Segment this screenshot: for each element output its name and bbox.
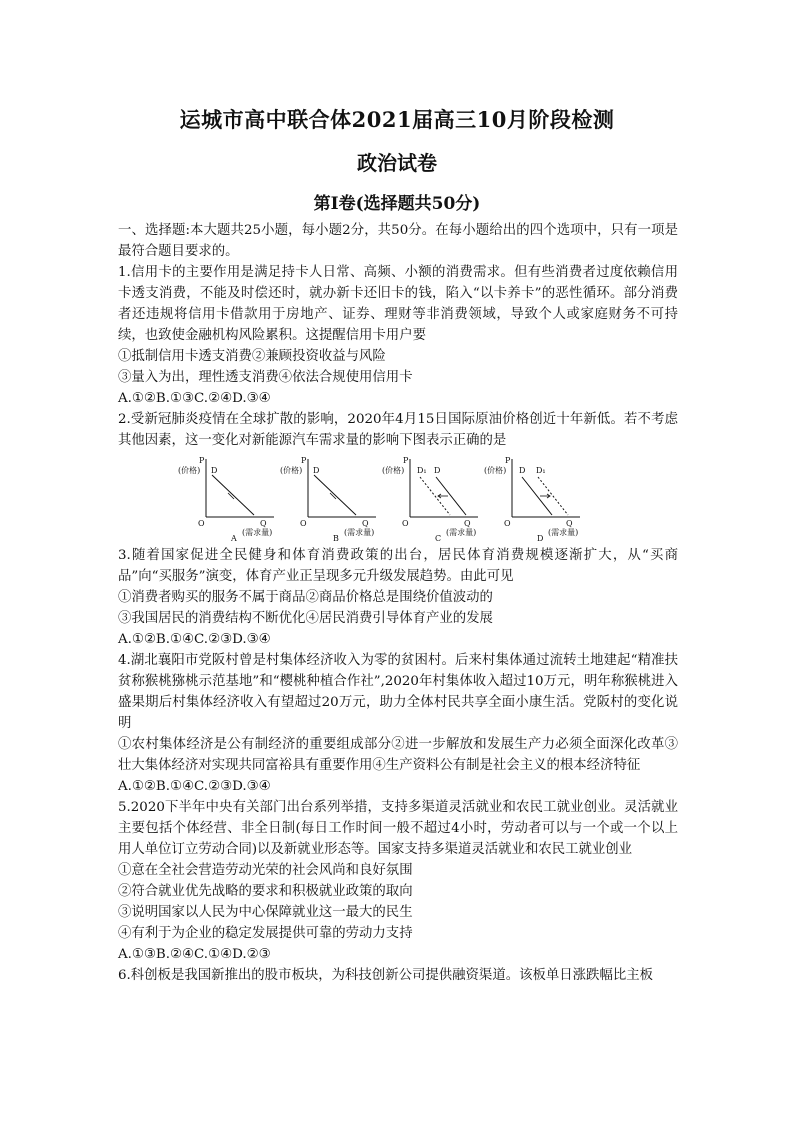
q5-option-line: ①意在全社会营造劳动光荣的社会风尚和良好氛围 — [118, 863, 413, 878]
graph-a-q: Q — [260, 519, 267, 528]
q5-option-line: ②符合就业优先战略的要求和积极就业政策的取向 — [118, 884, 413, 899]
graph-d-plabel: (价格) — [484, 466, 507, 475]
demand-curve — [314, 475, 356, 515]
question-body — [118, 220, 678, 986]
demand-curve — [212, 475, 254, 515]
graph-a-qlabel: (需求量) — [242, 528, 273, 537]
graph-c-d: D — [434, 466, 441, 475]
q4-answers: A.①②B.①④C.②③D.③④ — [118, 779, 271, 794]
graph-c-letter: C — [435, 534, 442, 541]
graph-a-d: D — [211, 466, 218, 475]
q3-option-line: ③我国居民的消费结构不断优化④居民消费引导体育产业的发展 — [118, 611, 493, 626]
graph-a-o: O — [198, 519, 205, 528]
graph-d-letter: D — [537, 534, 544, 541]
graph-d-p: P — [505, 456, 511, 465]
graph-b-q: Q — [362, 519, 369, 528]
q2-stem: 2.受新冠肺炎疫情在全球扩散的影响，2020年4月15日国际原油价格创近十年新低。若不考虑其他因素，这一变化对新能源汽车需求量的影响下图表示正确的是 — [118, 412, 678, 448]
q5-answers: A.①③B.②④C.①④D.②③ — [118, 947, 271, 962]
graph-c-p: P — [403, 456, 409, 465]
graph-b-o: O — [300, 519, 307, 528]
graph-d-o: O — [504, 519, 511, 528]
q1-stem: 1.信用卡的主要作用是满足持卡人日常、高频、小额的消费需求。但有些消费者过度依赖信用卡透支消费，不能及时偿还时，就办新卡还旧卡的钱，陷入“以卡养卡”的恶性循环。部分消费者还违规将信用卡借款用于房地产、证券、理财等非消费领域，导致个人或家庭财务不可持续，也致使金融机构风险累积。这提醒信用卡用户要 — [118, 265, 678, 343]
graph-b-d: D — [313, 466, 320, 475]
q5-stem: 5.2020下半年中央有关部门出台系列举措，支持多渠道灵活就业和农民工就业创业。灵活就业主要包括个体经营、非全日制(每日工作时间一般不超过4小时，劳动者可以与一个或一个以上用人单位订立劳动合同)以及新就业形态等。国家支持多渠道灵活就业和农民工就业创业 — [118, 800, 678, 857]
q5-option-line: ④有利于为企业的稳定发展提供可靠的劳动力支持 — [118, 926, 413, 941]
q4-stem: 4.湖北襄阳市党阪村曾是村集体经济收入为零的贫困村。后来村集体通过流转土地建起“精准扶贫称猴桃猕桃示范基地”和“樱桃种植合作社”,2020年村集体收入超过10万元，明年称猴桃进入盛果期后村集体经济收入有望超过20万元，助力全体村民共享全面小康生活。党阪村的变化说明 — [118, 653, 678, 731]
q6-stem: 6.科创板是我国新推出的股市板块，为科技创新公司提供融资渠道。该板单日涨跌幅比主板 — [118, 968, 654, 983]
graph-d-d1: D₁ — [536, 466, 546, 475]
graph-b — [278, 453, 378, 541]
q1-option-line: ①抵制信用卡透支消费②兼顾投资收益与风险 — [118, 349, 386, 364]
graph-a — [176, 453, 276, 541]
graph-c-d1: D₁ — [417, 466, 427, 475]
graph-b-letter: B — [333, 534, 339, 541]
q4-option-line: ①农村集体经济是公有制经济的重要组成部分②进一步解放和发展生产力必须全面深化改革③壮大集体经济对实现共同富裕具有重要作用④生产资料公有制是社会主义的根本经济特征 — [118, 737, 678, 773]
graph-a-p: P — [199, 456, 205, 465]
graph-c-plabel: (价格) — [382, 466, 405, 475]
section-title: 第I卷(选择题共50分) — [313, 194, 481, 214]
instructions: 一、选择题:本大题共25小题，每小题2分，共50分。在每小题给出的四个选项中，只有一项是最符合题目要求的。 — [118, 223, 678, 259]
graph-d-qlabel: (需求量) — [548, 528, 579, 537]
graph-b-p: P — [301, 456, 307, 465]
q3-stem: 3.随着国家促进全民健身和体育消费政策的出台，居民体育消费规模逐渐扩大，从“买商品”向“买服务”演变，体育产业正呈现多元升级发展趋势。由此可见 — [118, 548, 678, 584]
q5-option-line: ③说明国家以人民为中心保障就业这一最大的民生 — [118, 905, 413, 920]
graph-d — [482, 453, 582, 541]
q3-option-line: ①消费者购买的服务不属于商品②商品价格总是围绕价值波动的 — [118, 590, 493, 605]
subject-title: 政治试卷 — [357, 151, 437, 175]
graph-c — [380, 453, 480, 541]
graph-a-plabel: (价格) — [178, 466, 201, 475]
q1-option-line: ③量入为出，理性透支消费④依法合规使用信用卡 — [118, 370, 413, 385]
graph-c-qlabel: (需求量) — [446, 528, 477, 537]
graph-d-q: Q — [566, 519, 573, 528]
q3-answers: A.①②B.①④C.②③D.③④ — [118, 632, 271, 647]
graph-c-o: O — [402, 519, 409, 528]
graph-a-letter: A — [231, 534, 237, 541]
graph-d-d: D — [519, 466, 526, 475]
graph-b-qlabel: (需求量) — [344, 528, 375, 537]
exam-title: 运城市高中联合体2021届高三10月阶段检测 — [179, 107, 615, 132]
q2-graphs — [118, 453, 678, 541]
q1-answers: A.①②B.①③C.②④D.③④ — [118, 391, 271, 406]
graph-c-q: Q — [464, 519, 471, 528]
graph-b-plabel: (价格) — [280, 466, 303, 475]
